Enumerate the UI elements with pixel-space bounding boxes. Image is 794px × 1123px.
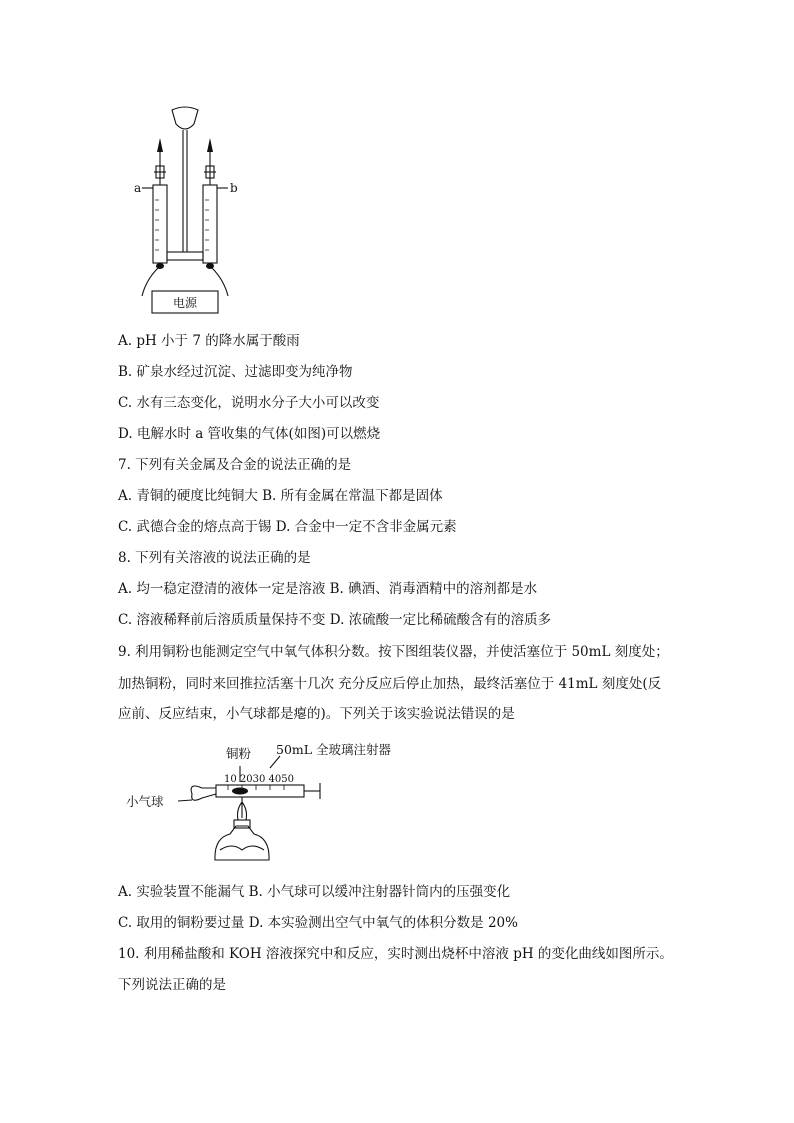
tube-b-label: b bbox=[230, 181, 238, 195]
q6-option-b: B. 矿泉水经过沉淀、过滤即变为纯净物 bbox=[118, 364, 353, 380]
syringe-scale-label: 10 2030 4050 bbox=[224, 774, 294, 785]
q6-option-c: C. 水有三态变化，说明水分子大小可以改变 bbox=[118, 395, 380, 411]
power-source-label: 电源 bbox=[172, 296, 198, 310]
syringe-label: 50mL 全玻璃注射器 bbox=[276, 742, 392, 757]
q7-options-cd: C. 武德合金的熔点高于锡 D. 合金中一定不含非金属元素 bbox=[118, 519, 457, 535]
q10-stem-line-2: 下列说法正确的是 bbox=[118, 977, 226, 993]
q6-option-d: D. 电解水时 a 管收集的气体(如图)可以燃烧 bbox=[118, 426, 381, 442]
electrolysis-apparatus-figure bbox=[120, 100, 250, 315]
q7-stem: 7. 下列有关金属及合金的说法正确的是 bbox=[118, 457, 352, 473]
q9-options-cd: C. 取用的铜粉要过量 D. 本实验测出空气中氧气的体积分数是 20% bbox=[118, 915, 518, 931]
copper-powder-label: 铜粉 bbox=[226, 746, 252, 761]
q9-options-ab: A. 实验装置不能漏气 B. 小气球可以缓冲注射器针筒内的压强变化 bbox=[118, 884, 511, 900]
balloon-label: 小气球 bbox=[126, 794, 164, 809]
q10-stem-line-1: 10. 利用稀盐酸和 KOH 溶液探究中和反应，实时测出烧杯中溶液 pH 的变化曲线如图所示。 bbox=[118, 946, 673, 962]
q6-option-a: A. pH 小于 7 的降水属于酸雨 bbox=[118, 333, 300, 349]
q8-options-cd: C. 溶液稀释前后溶质质量保持不变 D. 浓硫酸一定比稀硫酸含有的溶质多 bbox=[118, 612, 552, 628]
q9-stem-line-2: 加热铜粉，同时来回推拉活塞十几次 充分反应后停止加热，最终活塞位于 41mL 刻度处(反 bbox=[118, 676, 662, 692]
q9-stem-line-1: 9. 利用铜粉也能测定空气中氧气体积分数。按下图组装仪器，并使活塞位于 50mL 刻度处； bbox=[118, 644, 669, 660]
q8-stem: 8. 下列有关溶液的说法正确的是 bbox=[118, 550, 311, 566]
syringe-apparatus-figure bbox=[120, 738, 410, 870]
tube-a-label: a bbox=[134, 181, 142, 195]
q8-options-ab: A. 均一稳定澄清的液体一定是溶液 B. 碘酒、消毒酒精中的溶剂都是水 bbox=[118, 581, 538, 597]
q9-stem-line-3: 应前、反应结束，小气球都是瘪的)。下列关于该实验说法错误的是 bbox=[118, 706, 515, 722]
q7-options-ab: A. 青铜的硬度比纯铜大 B. 所有金属在常温下都是固体 bbox=[118, 488, 443, 504]
